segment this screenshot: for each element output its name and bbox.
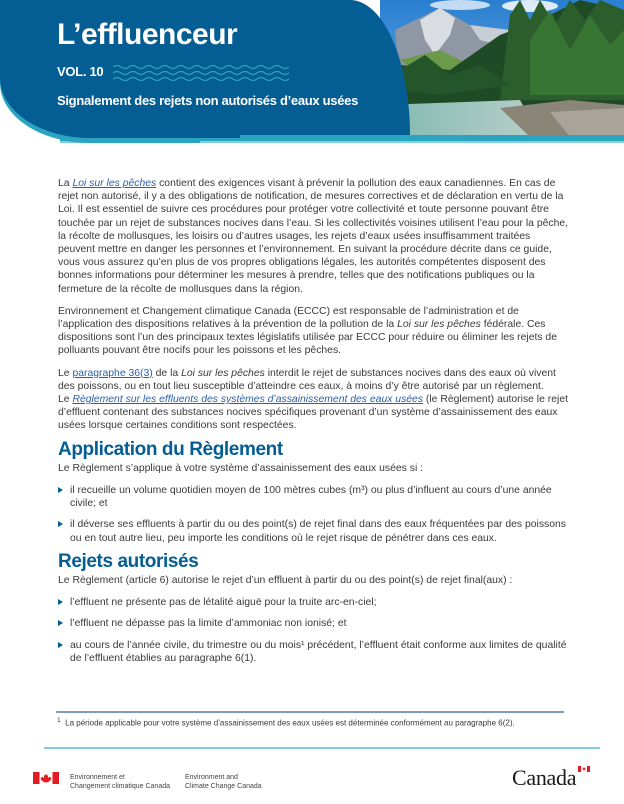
text: fédérale. Ces dispositions sont l’un des principaux textes législatifs utilisée par ECCC pour réduire ou éliminer les rejets de polluants pouvant être nocifs pour les poissons et les pêches. <box>58 319 557 357</box>
list-item-text: il recueille un volume quotidien moyen de 100 mètres cubes (m³) ou plus d’influent au cours d’une année civile; et <box>70 485 552 510</box>
triangle-bullet-icon <box>58 521 63 527</box>
publication-subtitle: Signalement des rejets non autorisés d’eaux usées <box>57 93 359 108</box>
section-intro: Le Règlement s’applique à votre système d’assainissement des eaux usées si : <box>58 462 424 474</box>
triangle-bullet-icon <box>58 487 63 493</box>
loi-sur-les-peches-link[interactable]: Loi sur les pêches <box>72 178 157 189</box>
footnote <box>57 717 577 728</box>
text: Le <box>58 394 73 406</box>
text: interdit le rejet de substances nocives dans des eaux où vivent des poissons, ou en tout lieu susceptible d’atteindre ces eaux, à moins d’y être autorisé par un règlement. <box>58 367 556 392</box>
publication-title: L’effluenceur <box>57 18 238 51</box>
intro-paragraph-3 <box>58 367 570 433</box>
dept-fr-line-1: Environnement et <box>70 774 125 781</box>
triangle-bullet-icon <box>58 620 63 626</box>
list-item <box>58 518 570 544</box>
dept-fr-line-2: Changement climatique Canada <box>70 783 171 790</box>
canada-wordmark: Canada <box>512 765 577 790</box>
footer-divider <box>44 747 600 749</box>
section-heading-rejets: Rejets autorisés <box>58 550 199 572</box>
reglement-link[interactable]: Règlement sur les effluents des systèmes d’assainissement des eaux usées <box>72 394 424 406</box>
rejets-list <box>58 596 570 665</box>
text: contient des exigences visant à prévenir la pollution des eaux canadiennes. En cas de rejet non autorisé, il y a des obligations de notification, de mesures correctives et de déclaration en vertu de la Loi. Il est essentiel de suivre ces procédures pour protéger votre collectivité et toute personne pouvant être touchée par un rejet de substances nocives dans l’eau. Si les collectivités voisines utilisent l’eau pour la pêche, la récolte de mollusques, les loisirs ou d’autres usages, les rejets d’eaux usées insuffisamment traitées peuvent mettre en danger les personnes et l’environnement. En suivant la procédure décrite dans ce guide, vous vous assurez qu’en plus de vos propres obligations légales, les autorités compétentes disposent des bonnes informations pour déterminer les mesures à prendre, telles que des notifications publiques ou la fermeture de la récolte de mollusques dans la région. <box>58 178 569 295</box>
dept-en-line-1: Environment and <box>185 774 238 781</box>
dept-en-line-2: Climate Change Canada <box>185 783 262 790</box>
text: Le <box>58 367 73 379</box>
text: La <box>58 178 73 189</box>
act-title: Loi sur les pêches <box>397 319 481 331</box>
header-landscape-photo <box>380 0 624 137</box>
main-content <box>58 177 570 673</box>
text: (le Règlement) autorise le rejet d’effluent contenant des substances nocives spécifiques provenant d’un système d’assainissement des eaux usées lorsque certaines conditions sont respectées. <box>58 394 568 432</box>
list-item-text: au cours de l’année civile, du trimestre ou du mois¹ précédent, l’effluent était conforme aux limites de qualité de l’effluent établies au paragraphe 6(1). <box>70 639 567 664</box>
wordmark-flag-icon <box>578 766 590 772</box>
canada-flag-icon <box>33 772 59 784</box>
paragraphe-36-3-link[interactable]: paragraphe 36(3) <box>72 367 153 379</box>
intro-paragraph-2 <box>58 305 570 358</box>
text: Environnement et Changement climatique Canada (ECCC) est responsable de l’administration et de l’application des dispositions relatives à la prévention de la pollution de la <box>58 305 519 331</box>
application-list <box>58 484 570 545</box>
list-item <box>58 639 570 665</box>
act-title: Loi sur les pêches <box>181 367 265 379</box>
text: de la <box>152 367 182 379</box>
footnote-divider <box>56 711 564 713</box>
list-item-text: l’effluent ne dépasse pas la limite d’ammoniac non ionisé; et <box>70 618 347 630</box>
section-intro: Le Règlement (article 6) autorise le rejet d’un effluent à partir du ou des point(s) de rejet final(aux) : <box>58 575 513 587</box>
list-item <box>58 617 570 630</box>
department-name-fr <box>70 773 170 791</box>
triangle-bullet-icon <box>58 642 63 648</box>
list-item <box>58 596 570 609</box>
list-item-text: il déverse ses effluents à partir du ou des point(s) de rejet final dans des eaux fréquentées par des poissons ou en tout autre lieu, peu importe les conditions où le rejet risque de pénétrer dans ces eaux. <box>70 519 566 544</box>
volume-label: VOL. 10 <box>57 64 104 79</box>
department-name-en <box>185 773 262 791</box>
triangle-bullet-icon <box>58 599 63 605</box>
intro-paragraph-1 <box>58 177 570 296</box>
list-item-text: l’effluent ne présente pas de létalité aiguë pour la truite arc-en-ciel; <box>70 597 377 609</box>
footnote-text: La période applicable pour votre système d’assainissement des eaux usées est déterminée conformément au paragraphe 6(2). <box>65 718 515 728</box>
list-item <box>58 484 570 510</box>
section-heading-application: Application du Règlement <box>58 438 283 460</box>
footnote-marker: 1 <box>57 717 61 724</box>
waves-icon <box>113 62 295 84</box>
